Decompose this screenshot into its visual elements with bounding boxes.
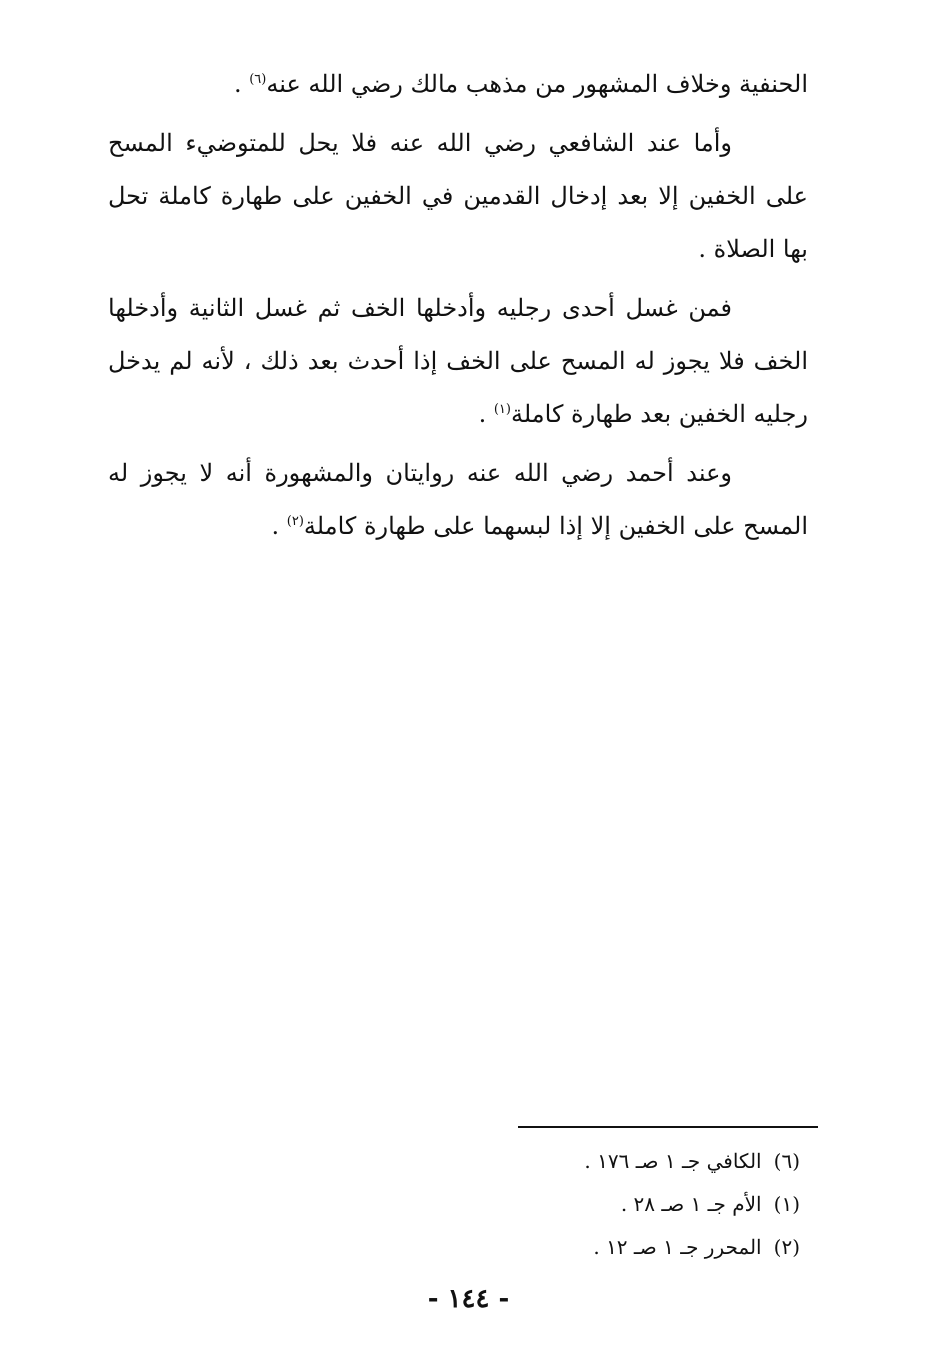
paragraph-end: . [271, 512, 287, 540]
paragraph-text: فمن غسل أحدى رجليه وأدخلها الخف ثم غسل الثانية وأدخلها الخف فلا يجوز له المسح على الخف إذا أحدث بعد ذلك ، لأنه لم يدخل رجليه الخفين بعد طهارة كاملة [108, 294, 808, 428]
footnotes [300, 1140, 800, 1269]
footnote-ref: (٦) [249, 72, 267, 87]
paragraph-text: وعند أحمد رضي الله عنه روايتان والمشهورة أنه لا يجوز له المسح على الخفين إلا إذا لبسهما على طهارة كاملة [108, 459, 808, 540]
paragraph-text: الحنفية وخلاف المشهور من مذهب مالك رضي الله عنه [266, 70, 808, 98]
footnote-text: الأم جـ ١ صـ ٢٨ . [620, 1192, 762, 1216]
main-text [108, 58, 808, 559]
footnote-ref: (٢) [286, 514, 304, 529]
footnote-number: (٦) [773, 1149, 800, 1173]
footnote-item [300, 1140, 800, 1183]
paragraph-1 [108, 58, 808, 111]
page-number: - ١٤٤ - [427, 1284, 510, 1314]
footnote-number: (٢) [773, 1235, 800, 1259]
footnote-ref: (١) [493, 402, 511, 417]
paragraph-text: وأما عند الشافعي رضي الله عنه فلا يحل للمتوضيء المسح على الخفين إلا بعد إدخال القدمين في الخفين على طهارة كاملة تحل بها الصلاة . [108, 129, 808, 263]
paragraph-end: . [233, 70, 250, 98]
footnote-divider [518, 1126, 818, 1128]
paragraph-end: . [478, 400, 494, 428]
footnote-number: (١) [773, 1192, 800, 1216]
footnote-item [300, 1226, 800, 1269]
paragraph-4 [108, 447, 808, 553]
paragraph-2 [108, 117, 808, 276]
footnote-text: المحرر جـ ١ صـ ١٢ . [593, 1235, 762, 1259]
paragraph-3 [108, 282, 808, 441]
footnote-item [300, 1183, 800, 1226]
footnote-text: الكافي جـ ١ صـ ١٧٦ . [584, 1149, 762, 1173]
